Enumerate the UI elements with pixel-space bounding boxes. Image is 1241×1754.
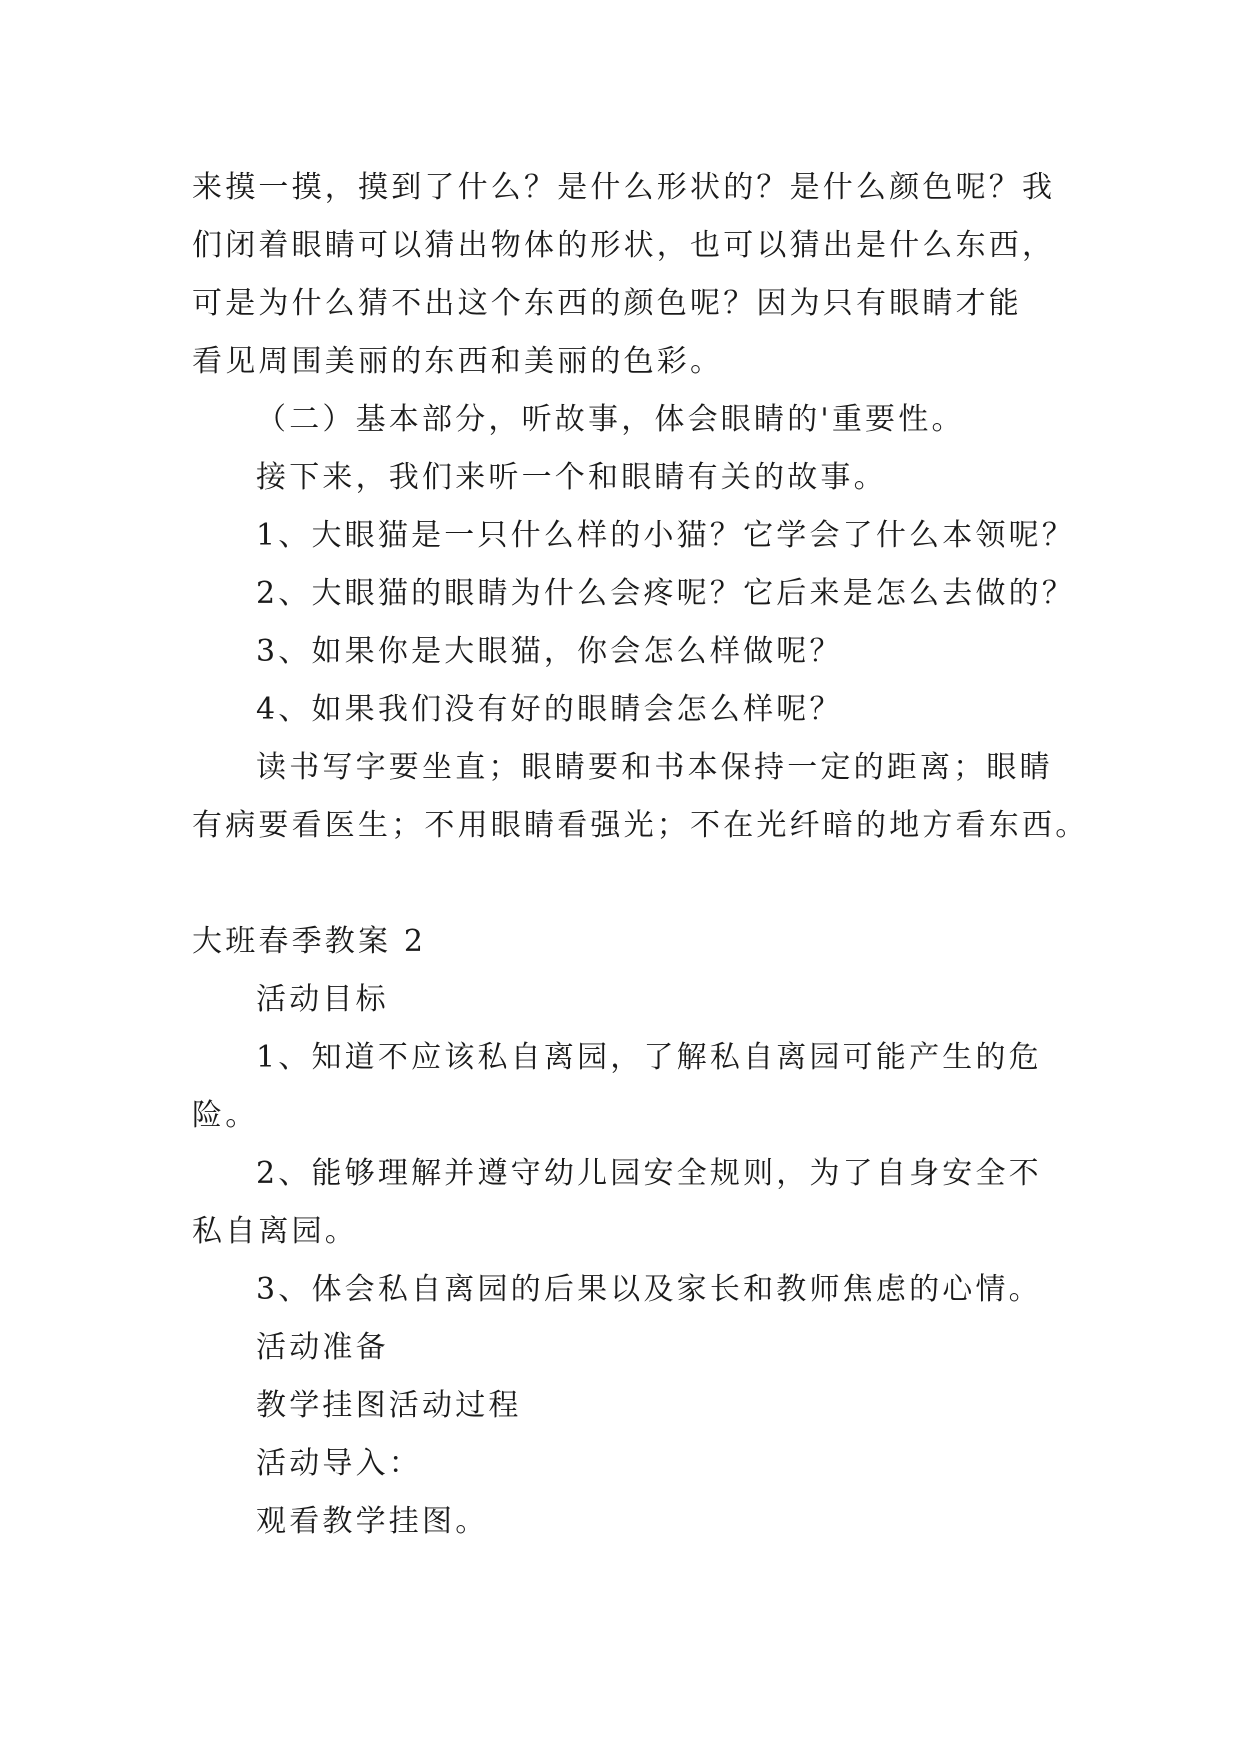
text-line: 可是为什么猜不出这个东西的颜色呢？因为只有眼睛才能 <box>192 286 1022 321</box>
text-line: 们闭着眼睛可以猜出物体的形状，也可以猜出是什么东西， <box>192 228 1056 263</box>
question-item: 2、大眼猫的眼睛为什么会疼呢？它后来是怎么去做的？ <box>256 576 1076 611</box>
text-line: 读书写字要坐直；眼睛要和书本保持一定的距离；眼睛 <box>256 750 1053 785</box>
goal-item: 3、体会私自离园的后果以及家长和教师焦虑的心情。 <box>256 1272 1042 1307</box>
text-line: 私自离园。 <box>192 1214 358 1249</box>
question-item: 1、大眼猫是一只什么样的小猫？它学会了什么本领呢？ <box>256 518 1076 553</box>
text-line: 看见周围美丽的东西和美丽的色彩。 <box>192 344 724 379</box>
text-line: 观看教学挂图。 <box>256 1504 489 1539</box>
text-line: 接下来，我们来听一个和眼睛有关的故事。 <box>256 460 887 495</box>
goal-item: 1、知道不应该私自离园，了解私自离园可能产生的危 <box>256 1040 1042 1075</box>
section-heading: （二）基本部分，听故事，体会眼睛的'重要性。 <box>256 402 965 437</box>
section-heading: 活动导入： <box>256 1446 422 1481</box>
text-line: 教学挂图活动过程 <box>256 1388 522 1423</box>
section-heading: 活动准备 <box>256 1330 389 1365</box>
goal-item: 2、能够理解并遵守幼儿园安全规则，为了自身安全不 <box>256 1156 1042 1191</box>
question-item: 3、如果你是大眼猫，你会怎么样做呢？ <box>256 634 843 669</box>
lesson-title: 大班春季教案 2 <box>192 924 427 959</box>
text-line: 险。 <box>192 1098 259 1133</box>
section-heading: 活动目标 <box>256 982 389 1017</box>
question-item: 4、如果我们没有好的眼睛会怎么样呢？ <box>256 692 843 727</box>
text-line: 来摸一摸，摸到了什么？是什么形状的？是什么颜色呢？我 <box>192 170 1056 205</box>
text-line: 有病要看医生；不用眼睛看强光；不在光纤暗的地方看东西。 <box>192 808 1089 843</box>
